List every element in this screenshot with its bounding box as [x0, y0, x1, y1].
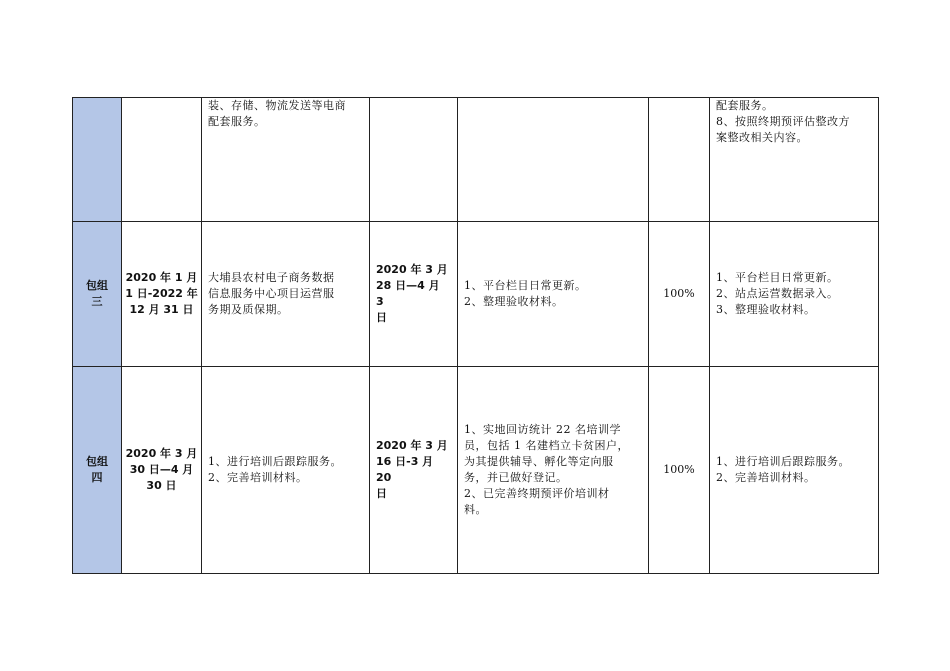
percent-text: 100% — [663, 287, 695, 300]
progress-table — [72, 97, 879, 574]
period-text: 2020 年 1 月 1 日-2022 年 12 月 31 日 — [125, 271, 198, 316]
current-period-cell — [370, 222, 458, 367]
content-text: 大埔县农村电子商务数据 信息服务中心项目运营服 务期及质保期。 — [208, 271, 335, 316]
content-cell — [202, 222, 370, 367]
content-cell — [202, 98, 370, 222]
progress-cell — [458, 222, 649, 367]
group-cell — [73, 98, 122, 222]
table-row — [73, 98, 879, 222]
next-plan-cell — [710, 367, 879, 574]
current-period-text: 2020 年 3 月 16 日-3 月 20 日 — [376, 439, 448, 500]
progress-text: 1、实地回访统计 22 名培训学 员，包括 1 名建档立卡贫困户， 为其提供辅导、孵化等定向服 务，并已做好登记。 2、已完善终期预评价培训材 料。 — [464, 423, 629, 516]
percent-text: 100% — [663, 463, 695, 476]
percent-cell — [649, 98, 710, 222]
content-text: 装、存储、物流发送等电商 配套服务。 — [208, 99, 346, 128]
group-label: 包组 四 — [86, 455, 108, 484]
progress-cell — [458, 367, 649, 574]
next-plan-text: 1、进行培训后跟踪服务。 2、完善培训材料。 — [716, 455, 850, 484]
next-plan-cell — [710, 98, 879, 222]
content-text: 1、进行培训后跟踪服务。 2、完善培训材料。 — [208, 455, 342, 484]
current-period-cell — [370, 367, 458, 574]
next-plan-text: 配套服务。 8、按照终期预评估整改方 案整改相关内容。 — [716, 99, 850, 144]
next-plan-cell — [710, 222, 879, 367]
content-cell — [202, 367, 370, 574]
next-plan-text: 1、平台栏目日常更新。 2、站点运营数据录入。 3、整理验收材料。 — [716, 271, 839, 316]
progress-cell — [458, 98, 649, 222]
progress-text: 1、平台栏目日常更新。 2、整理验收材料。 — [464, 279, 587, 308]
group-cell — [73, 367, 122, 574]
group-label: 包组 三 — [86, 279, 108, 308]
group-cell — [73, 222, 122, 367]
current-period-cell — [370, 98, 458, 222]
percent-cell — [649, 367, 710, 574]
table-row — [73, 367, 879, 574]
period-cell — [122, 367, 202, 574]
table-row — [73, 222, 879, 367]
period-cell — [122, 98, 202, 222]
period-cell — [122, 222, 202, 367]
current-period-text: 2020 年 3 月 28 日—4 月 3 日 — [376, 263, 448, 324]
percent-cell — [649, 222, 710, 367]
period-text: 2020 年 3 月 30 日—4 月 30 日 — [125, 447, 198, 492]
